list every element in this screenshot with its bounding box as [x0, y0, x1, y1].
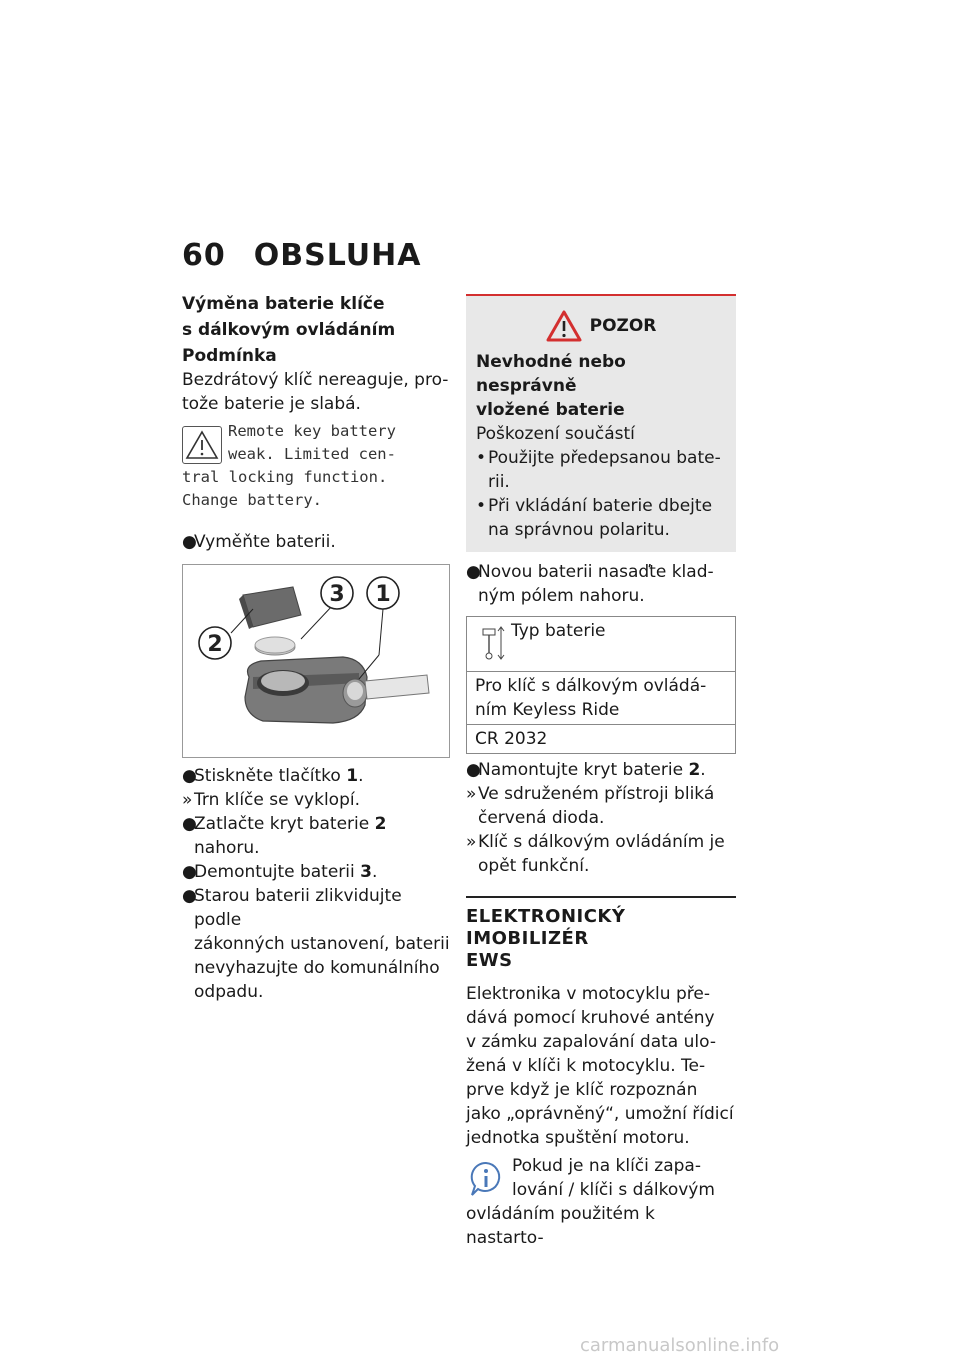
warning-box	[466, 294, 736, 552]
ews-line: jako „oprávněný“, umožní řídicí	[466, 1104, 734, 1124]
ews-line: v zámku zapalování data ulo-	[466, 1032, 716, 1052]
step-text	[194, 812, 450, 860]
ews-section-title	[466, 896, 736, 972]
warning-item	[476, 446, 726, 494]
bullet-mark: ●	[182, 862, 197, 882]
bullet-mark: ●	[182, 886, 197, 906]
step-line: červená dioda.	[478, 808, 605, 828]
key-illustration	[183, 565, 449, 757]
bullet-mark: ●	[466, 760, 481, 780]
display-message-block	[182, 420, 450, 520]
callout-label-3: 3	[329, 582, 345, 607]
info-line: Pokud je na klíči zapa-	[512, 1156, 701, 1176]
step-line: opět funkční.	[478, 856, 590, 876]
step-item	[182, 860, 450, 884]
step-text	[478, 782, 714, 830]
step-text	[478, 758, 706, 782]
step-line: Namontujte kryt baterie	[478, 760, 689, 780]
table-value-cell: CR 2032	[467, 725, 736, 754]
info-note	[466, 1154, 736, 1248]
display-msg-line: Change battery.	[182, 491, 322, 509]
step-text-main: Demontujte baterii	[194, 862, 361, 882]
warning-triangle-icon	[183, 427, 221, 463]
step-ref: 1	[346, 766, 359, 786]
page-number: 60	[182, 238, 226, 273]
condition-text	[182, 368, 450, 416]
step-text-after: .	[700, 760, 706, 780]
article-title	[182, 292, 450, 342]
ews-line: jednotka spuštění motoru.	[466, 1128, 690, 1148]
info-line: ovládáním použitém k nastarto-	[466, 1204, 655, 1248]
step-text: Trn klíče se vyklopí.	[194, 790, 360, 810]
condition-line: Bezdrátový klíč nereaguje, pro-	[182, 370, 449, 390]
table-label-cell	[467, 672, 736, 725]
steps-list	[182, 764, 450, 1004]
bullet-mark: »	[182, 790, 193, 810]
condition-heading: Podmínka	[182, 346, 277, 366]
footer-watermark: carmanualsonline.info	[580, 1335, 780, 1356]
step-line: zákonných ustanovení, baterii	[194, 934, 450, 954]
display-msg-line: tral locking function.	[182, 468, 388, 486]
step-item	[182, 764, 450, 788]
insert-step-text	[478, 560, 714, 608]
article-title-line: Výměna baterie klíče	[182, 294, 385, 314]
step-line: Klíč s dálkovým ovládáním je	[478, 832, 725, 852]
step-item	[466, 782, 736, 830]
step-item	[182, 788, 450, 812]
step-text: Vyměňte baterii.	[194, 532, 336, 552]
step-text-multiline	[194, 884, 450, 1004]
warning-item-line: rii.	[488, 472, 510, 492]
article-title-line: s dálkovým ovládáním	[182, 320, 396, 340]
step-text	[194, 764, 363, 788]
table-header-cell	[467, 617, 736, 672]
display-frame-icon	[182, 426, 222, 464]
display-msg-line: Remote key battery	[228, 422, 396, 440]
step-item	[466, 758, 736, 782]
table-row	[467, 725, 736, 754]
warning-label-row	[476, 310, 726, 342]
warning-item-text	[488, 446, 721, 494]
bullet-mark: ●	[182, 814, 197, 834]
ews-line: dává pomocí kruhové antény	[466, 1008, 715, 1028]
bullet-mark: ●	[182, 532, 197, 552]
table-row	[467, 672, 736, 725]
table-label-line: Pro klíč s dálkovým ovládá-	[475, 676, 707, 696]
right-column	[466, 294, 736, 1248]
warning-item-line: na správnou polaritu.	[488, 520, 670, 540]
info-icon	[468, 1160, 504, 1198]
step-line: Ve sdruženém přístroji bliká	[478, 784, 715, 804]
step-text-main: Stiskněte tlačítko	[194, 766, 347, 786]
step-text	[194, 860, 377, 884]
table-label-line: ním Keyless Ride	[475, 700, 620, 720]
step-line: odpadu.	[194, 982, 264, 1002]
warning-triangle-icon	[546, 310, 582, 342]
display-msg-line: weak. Limited cen-	[228, 445, 396, 463]
section-title-line: EWS	[466, 950, 513, 971]
step-text	[478, 830, 725, 878]
step-line: Starou baterii zlikvidujte podle	[194, 886, 402, 930]
warning-item-line: Použijte předepsanou bate-	[488, 448, 721, 468]
condition-line: tože baterie je slabá.	[182, 394, 361, 414]
key-figure	[182, 564, 450, 758]
warning-title-line: vložené baterie	[476, 400, 625, 420]
ews-paragraph	[466, 982, 736, 1150]
step-item	[182, 884, 450, 1004]
section-title-header: OBSLUHA	[253, 238, 422, 273]
warning-item-line: Při vkládání baterie dbejte	[488, 496, 713, 516]
step-text-after: .	[358, 766, 364, 786]
step-replace	[182, 530, 450, 554]
step-ref: 3	[360, 862, 372, 882]
warning-item	[476, 494, 726, 542]
bullet-mark: »	[466, 784, 477, 804]
ews-line: Elektronika v motocyklu pře-	[466, 984, 710, 1004]
warning-label: POZOR	[589, 316, 657, 336]
warning-item-text	[488, 494, 712, 542]
bullet-mark: •	[476, 496, 487, 516]
insert-line: Novou baterii nasaďte klad-	[478, 562, 714, 582]
bullet-mark: »	[466, 832, 477, 852]
left-column	[182, 292, 450, 1004]
step-ref: 2	[688, 760, 701, 780]
page-header	[182, 238, 421, 273]
warning-title-line: Nevhodné nebo nesprávně	[476, 352, 626, 396]
info-line: lování / klíči s dálkovým	[512, 1180, 715, 1200]
table-row	[467, 617, 736, 672]
ews-line: prve když je klíč rozpoznán	[466, 1080, 698, 1100]
ews-line: žená v klíči k motocyklu. Te-	[466, 1056, 706, 1076]
step-text-main: Zatlačte kryt baterie	[194, 814, 375, 834]
bullet-mark: ●	[182, 766, 197, 786]
step-text-after: nahoru.	[194, 838, 260, 858]
after-steps-list	[466, 758, 736, 878]
insert-step	[466, 560, 736, 608]
table-header-text: Typ baterie	[511, 621, 606, 641]
insert-line: ným pólem nahoru.	[478, 586, 645, 606]
callout-label-1: 1	[375, 582, 391, 607]
step-item	[466, 830, 736, 878]
bullet-mark: ●	[466, 562, 481, 582]
step-ref: 2	[374, 814, 387, 834]
section-title-line: ELEKTRONICKÝ IMOBILIZÉR	[466, 906, 626, 949]
callout-label-2: 2	[207, 632, 223, 657]
step-item	[182, 812, 450, 860]
step-text-after: .	[372, 862, 378, 882]
warning-title	[476, 350, 726, 422]
warning-consequence: Poškození součástí	[476, 424, 635, 444]
bullet-mark: •	[476, 448, 487, 468]
battery-type-table	[466, 616, 736, 754]
step-line: nevyhazujte do komunálního	[194, 958, 440, 978]
battery-type-icon	[477, 623, 507, 663]
